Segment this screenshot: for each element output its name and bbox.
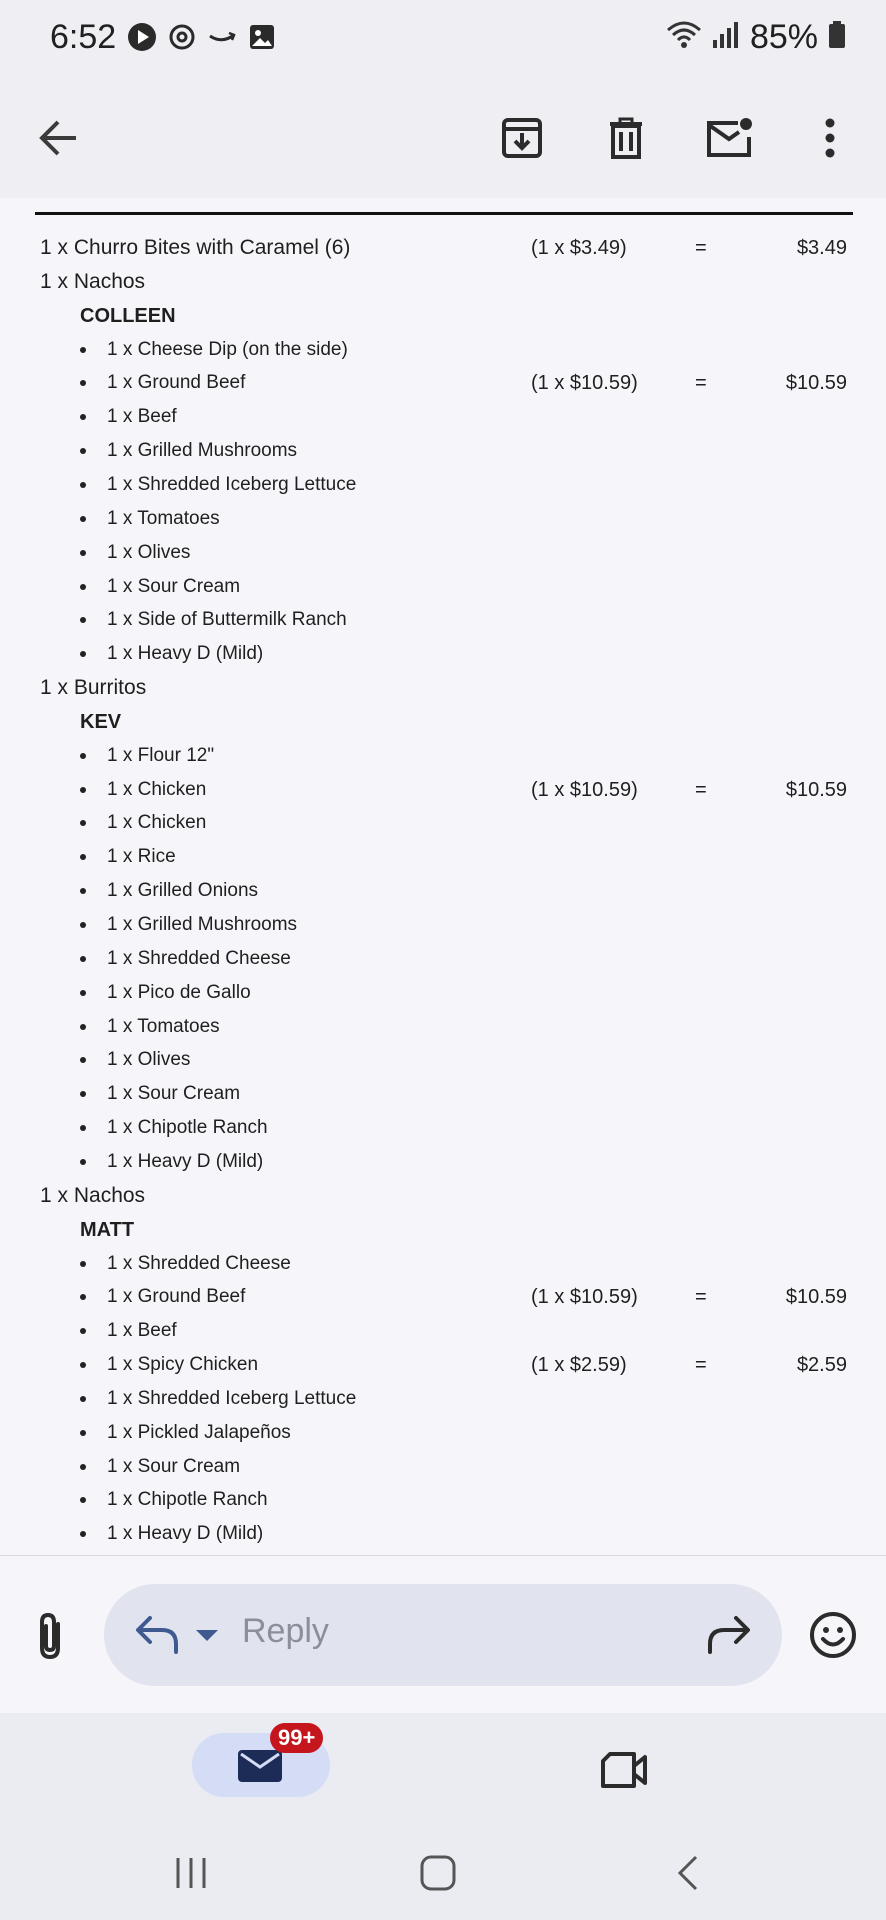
list-bullet — [80, 1328, 86, 1334]
battery-icon — [828, 20, 846, 55]
list-bullet — [80, 516, 86, 522]
list-bullet — [80, 550, 86, 556]
status-system-icons — [666, 18, 846, 57]
order-modifier — [0, 435, 886, 467]
list-bullet — [80, 414, 86, 420]
equals-sign: = — [695, 1354, 707, 1377]
item-label: 1 x Olives — [107, 1049, 191, 1071]
list-bullet — [80, 820, 86, 826]
list-bullet — [80, 1261, 86, 1267]
status-notification-icons — [127, 22, 277, 52]
list-bullet — [80, 1531, 86, 1537]
system-navigation-bar — [0, 1823, 886, 1920]
item-label: 1 x Beef — [107, 406, 177, 428]
reply-bar — [0, 1555, 886, 1714]
list-bullet — [80, 990, 86, 996]
order-modifier — [0, 1078, 886, 1110]
reply-input[interactable] — [104, 1584, 782, 1686]
list-bullet — [80, 753, 86, 759]
list-bullet — [80, 347, 86, 353]
item-label: 1 x Nachos — [40, 1183, 146, 1207]
line-amount: $10.59 — [785, 778, 847, 801]
attach-icon[interactable] — [30, 1610, 72, 1662]
item-label: 1 x Pickled Jalapeños — [107, 1421, 291, 1443]
image-icon — [247, 22, 277, 52]
list-bullet — [80, 617, 86, 623]
item-label: 1 x Heavy D (Mild) — [107, 1523, 264, 1545]
wifi-icon — [666, 20, 702, 55]
item-label: 1 x Shredded Cheese — [107, 947, 291, 969]
order-modifier — [0, 774, 886, 806]
bottom-navigation — [0, 1713, 886, 1823]
order-item — [0, 232, 886, 264]
item-label: 1 x Chipotle Ranch — [107, 1117, 268, 1139]
item-label: 1 x Grilled Mushrooms — [107, 440, 298, 462]
email-toolbar — [0, 80, 886, 198]
list-bullet — [80, 380, 86, 386]
order-modifier — [0, 1011, 886, 1043]
list-bullet — [80, 448, 86, 454]
order-modifier — [0, 1349, 886, 1381]
list-bullet — [80, 1430, 86, 1436]
item-label: 1 x Chipotle Ranch — [107, 1489, 268, 1511]
list-bullet — [80, 1464, 86, 1470]
order-modifier — [0, 841, 886, 873]
item-label: KEV — [80, 710, 122, 733]
item-label: 1 x Churro Bites with Caramel (6) — [40, 236, 351, 259]
amazon-icon — [207, 22, 237, 52]
battery-percent: 85% — [749, 18, 818, 56]
equals-sign: = — [695, 778, 707, 801]
order-modifier — [0, 1518, 886, 1550]
item-label: 1 x Nachos — [40, 269, 146, 293]
item-label: 1 x Ground Beef — [107, 1286, 246, 1308]
item-label: 1 x Shredded Iceberg Lettuce — [107, 1387, 357, 1409]
list-bullet — [80, 1159, 86, 1165]
order-modifier — [0, 638, 886, 670]
list-bullet — [80, 1057, 86, 1063]
order-table-divider — [35, 212, 853, 215]
status-time: 6:52 — [50, 18, 117, 56]
list-bullet — [80, 888, 86, 894]
line-amount: $2.59 — [796, 1354, 847, 1377]
order-modifier — [0, 1044, 886, 1076]
item-label: 1 x Side of Buttermilk Ranch — [107, 609, 347, 631]
item-label: 1 x Sour Cream — [107, 1083, 241, 1105]
order-modifier — [0, 334, 886, 366]
order-item — [0, 266, 886, 298]
order-modifier — [0, 604, 886, 636]
line-amount: $10.59 — [785, 372, 847, 395]
unread-count-badge: 99+ — [270, 1723, 323, 1753]
item-label: 1 x Chicken — [107, 778, 207, 800]
order-modifier — [0, 1281, 886, 1313]
order-modifier — [0, 740, 886, 772]
list-bullet — [80, 482, 86, 488]
more-vert-icon[interactable] — [800, 108, 860, 168]
price-calc: (1 x $10.59) — [531, 372, 638, 395]
order-modifier — [0, 367, 886, 399]
order-item — [0, 672, 886, 704]
meet-icon[interactable] — [600, 1751, 648, 1789]
back-arrow-icon[interactable] — [28, 108, 88, 168]
price-calc: (1 x $10.59) — [531, 778, 638, 801]
list-bullet — [80, 1294, 86, 1300]
order-modifier — [0, 1451, 886, 1483]
item-label: 1 x Tomatoes — [107, 1015, 220, 1037]
order-modifier — [0, 571, 886, 603]
order-modifier — [0, 1484, 886, 1516]
item-label: 1 x Sour Cream — [107, 575, 241, 597]
item-label: COLLEEN — [80, 304, 176, 327]
item-label: 1 x Pico de Gallo — [107, 981, 251, 1003]
order-modifier — [0, 469, 886, 501]
email-body[interactable] — [0, 198, 886, 1555]
list-bullet — [80, 1497, 86, 1503]
order-modifier — [0, 1146, 886, 1178]
price-calc: (1 x $3.49) — [531, 237, 627, 259]
system-back-icon[interactable] — [676, 1853, 700, 1893]
item-label: 1 x Chicken — [107, 812, 207, 834]
list-bullet — [80, 1362, 86, 1368]
list-bullet — [80, 787, 86, 793]
list-bullet — [80, 1091, 86, 1097]
list-bullet — [80, 651, 86, 657]
item-label: 1 x Grilled Onions — [107, 880, 259, 902]
item-label: 1 x Heavy D (Mild) — [107, 1150, 264, 1172]
item-label: 1 x Grilled Mushrooms — [107, 914, 298, 935]
order-modifier — [0, 1248, 886, 1280]
item-label: 1 x Sour Cream — [107, 1455, 241, 1477]
item-label: 1 x Shredded Cheese — [107, 1252, 291, 1274]
sync-icon — [167, 22, 197, 52]
list-bullet — [80, 584, 86, 590]
order-modifier — [0, 977, 886, 1009]
list-bullet — [80, 854, 86, 860]
equals-sign: = — [695, 372, 707, 395]
price-calc: (1 x $2.59) — [531, 1354, 627, 1377]
order-modifier — [0, 1383, 886, 1415]
line-amount: $10.59 — [785, 1286, 847, 1309]
order-modifier — [0, 1315, 886, 1347]
reply-options-chevron-icon[interactable] — [196, 1630, 218, 1641]
signal-icon — [712, 20, 740, 55]
item-label: 1 x Cheese Dip (on the side) — [107, 338, 348, 360]
mark-unread-icon[interactable] — [700, 108, 760, 168]
order-modifier — [0, 1112, 886, 1144]
line-amount: $3.49 — [796, 237, 847, 259]
archive-icon[interactable] — [492, 108, 552, 168]
home-icon[interactable] — [420, 1853, 456, 1893]
item-label: 1 x Rice — [107, 846, 176, 868]
item-label: 1 x Beef — [107, 1320, 177, 1342]
list-bullet — [80, 1125, 86, 1131]
order-modifier — [0, 943, 886, 975]
customer-name — [0, 706, 886, 738]
play-icon — [127, 22, 157, 52]
item-label: 1 x Shredded Iceberg Lettuce — [107, 473, 357, 495]
order-modifier — [0, 807, 886, 839]
reply-placeholder: Reply — [242, 1612, 329, 1650]
list-bullet — [80, 1396, 86, 1402]
item-label: 1 x Ground Beef — [107, 372, 246, 394]
item-label: MATT — [80, 1218, 135, 1241]
emoji-icon[interactable] — [808, 1610, 858, 1660]
item-label: 1 x Flour 12" — [107, 744, 215, 766]
item-label: 1 x Burritos — [40, 676, 147, 700]
item-label: 1 x Heavy D (Mild) — [107, 643, 264, 665]
customer-name — [0, 300, 886, 332]
order-modifier — [0, 401, 886, 433]
item-label: 1 x Olives — [107, 541, 191, 563]
order-item — [0, 1180, 886, 1212]
order-modifier — [0, 1417, 886, 1449]
order-modifier — [0, 537, 886, 569]
reply-icon[interactable] — [134, 1614, 180, 1656]
equals-sign: = — [695, 237, 707, 259]
item-label: 1 x Tomatoes — [107, 507, 220, 529]
order-modifier — [0, 875, 886, 907]
item-label: 1 x Spicy Chicken — [107, 1354, 259, 1376]
equals-sign: = — [695, 1286, 707, 1309]
recent-apps-icon[interactable] — [174, 1853, 208, 1893]
customer-name — [0, 1214, 886, 1246]
list-bullet — [80, 922, 86, 928]
order-modifier — [0, 909, 886, 941]
order-modifier — [0, 503, 886, 535]
forward-icon[interactable] — [706, 1614, 752, 1656]
list-bullet — [80, 956, 86, 962]
mail-icon — [237, 1749, 283, 1783]
delete-icon[interactable] — [596, 108, 656, 168]
list-bullet — [80, 1024, 86, 1030]
status-bar — [0, 0, 886, 80]
price-calc: (1 x $10.59) — [531, 1286, 638, 1309]
